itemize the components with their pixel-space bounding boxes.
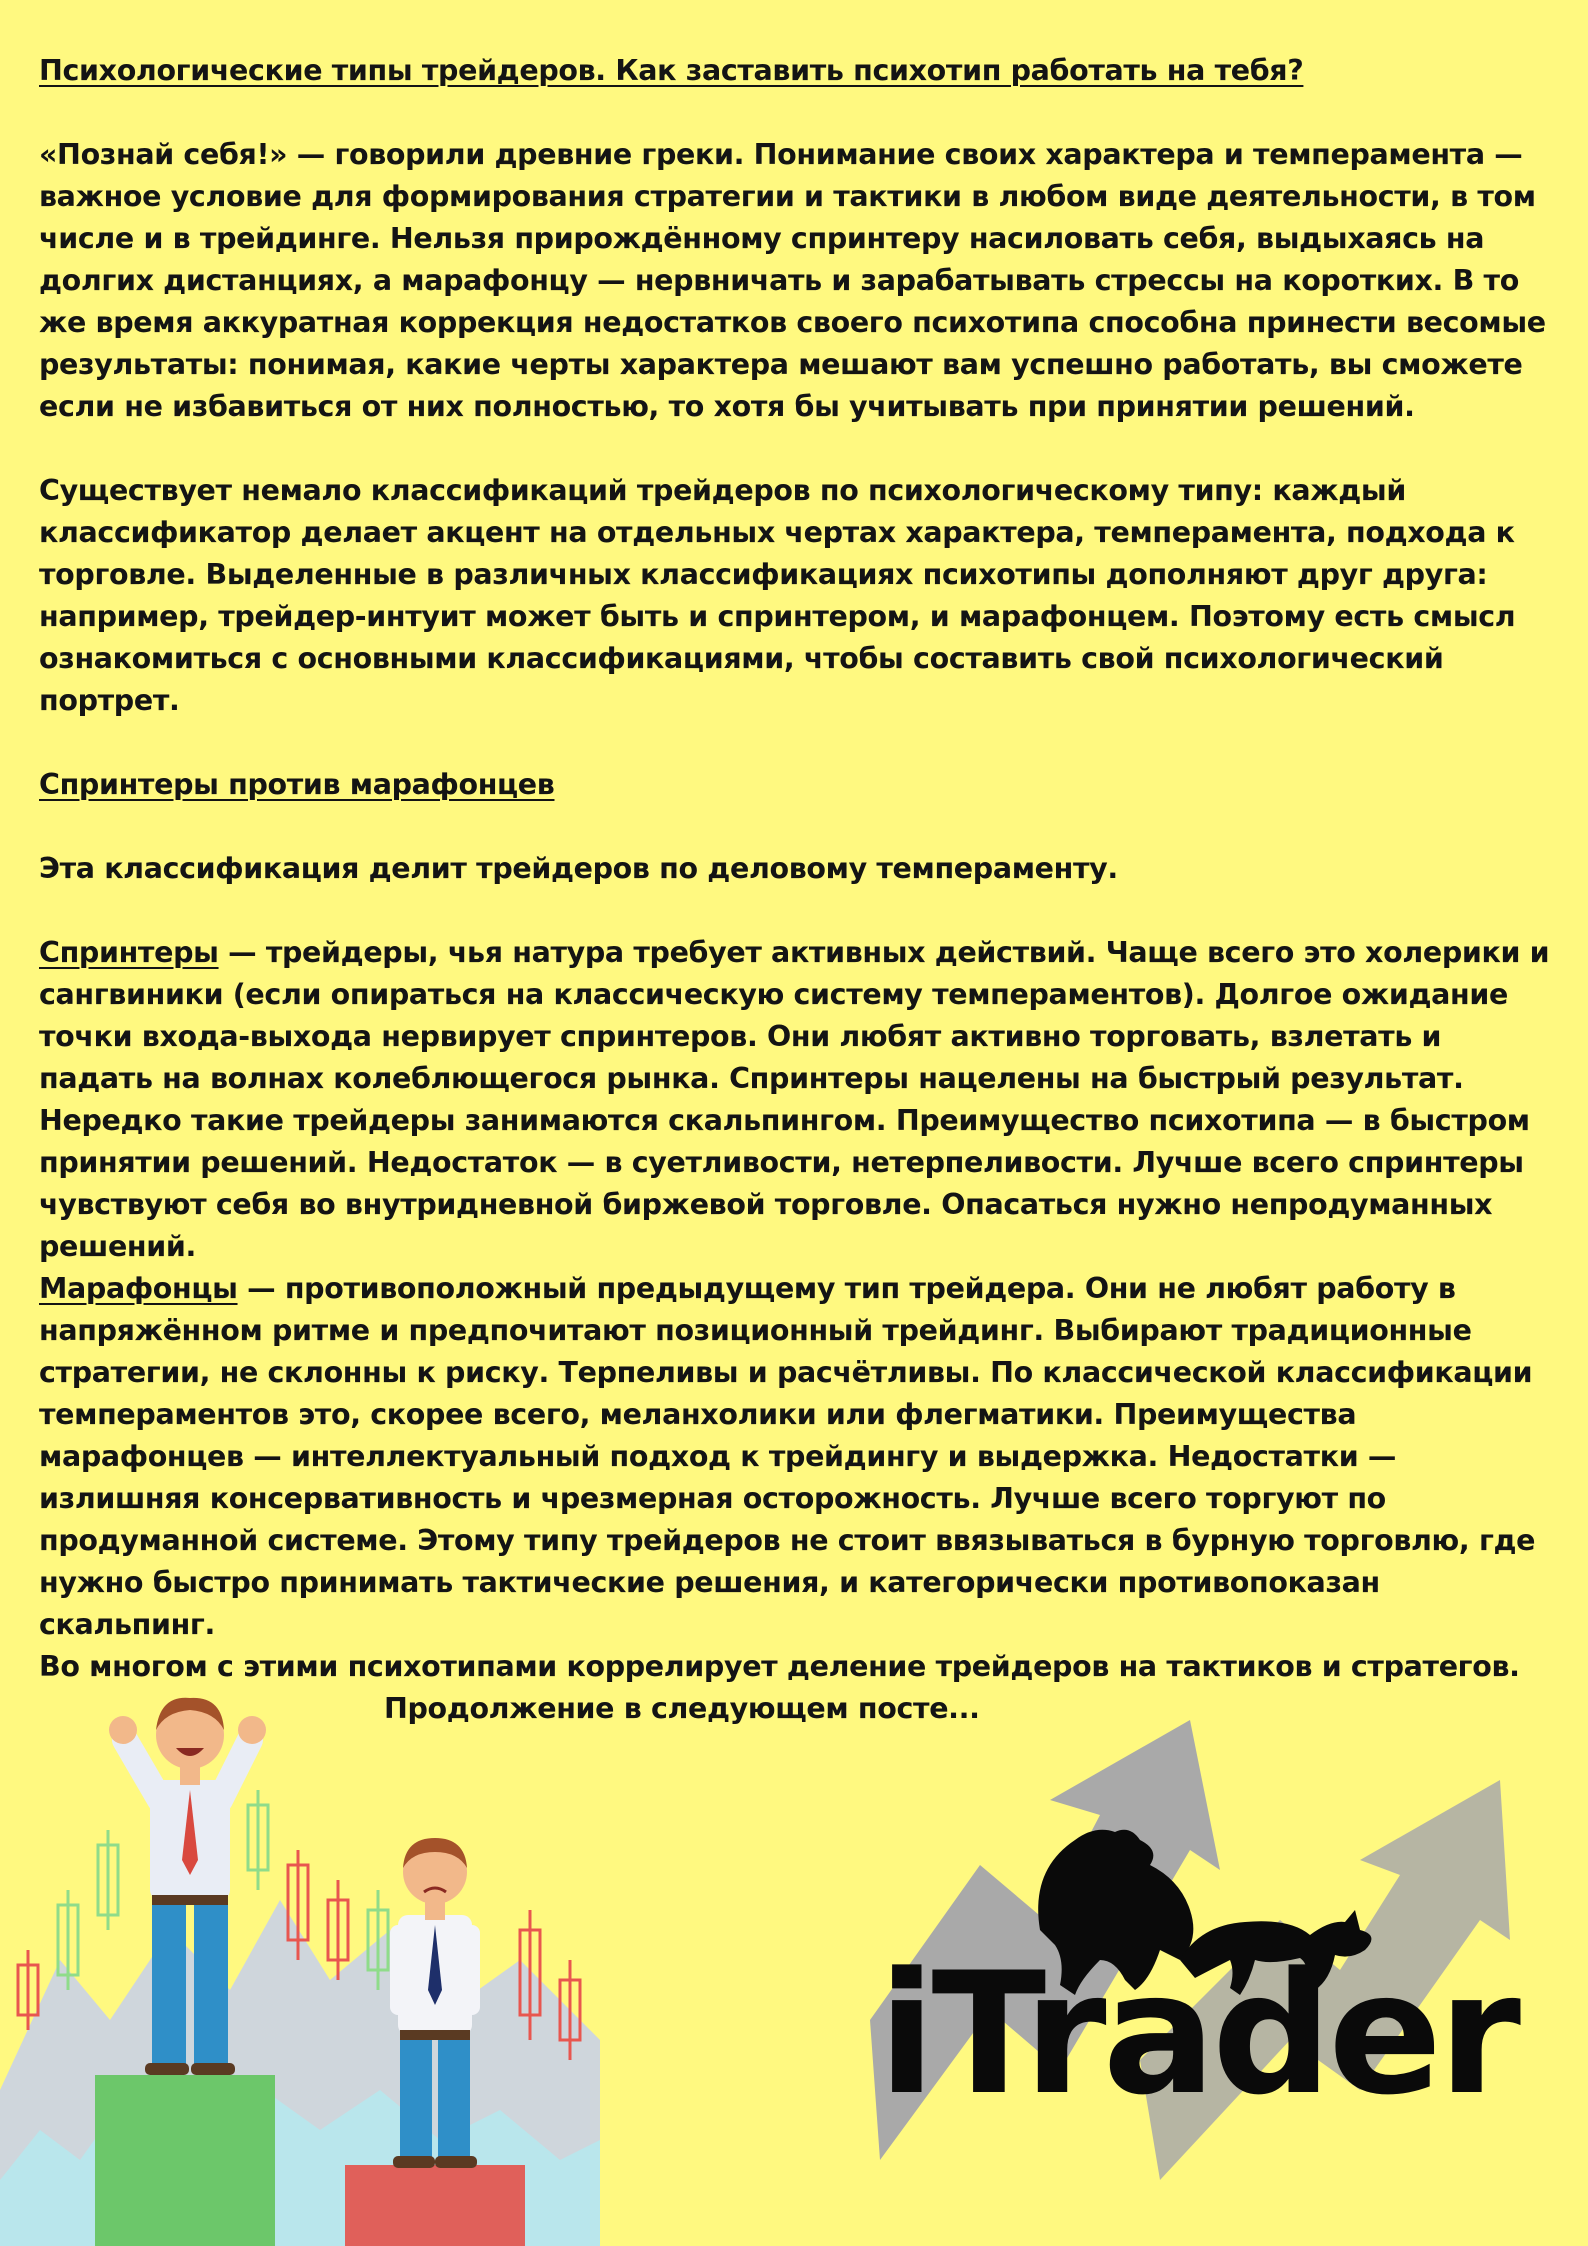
marathoners-paragraph [39, 1268, 1559, 1646]
marathoners-term: Марафонцы [39, 1272, 238, 1305]
page-title: Психологические типы трейдеров. Как заставить психотип работать на тебя? [39, 54, 1304, 87]
section-heading: Спринтеры против марафонцев [39, 768, 555, 801]
section-intro: Эта классификация делит трейдеров по деловому темпераменту. [39, 852, 1118, 885]
sprinters-term: Спринтеры [39, 936, 219, 969]
intro-paragraph-1: «Познай себя!» — говорили древние греки. Понимание своих характера и темперамента — важное условие для формирования стратегии и тактики в любом виде деятельности, в том числе и в трейдинге. Нельзя прирождённому спринтеру насиловать себя, выдыхаясь на долгих дистанциях, а марафонцу — нервничать и зарабатывать стрессы на коротких. В то же время аккуратная коррекция недостатков своего психотипа способна принести весомые результаты: понимая, какие черты характера мешают вам успешно работать, вы сможете если не избавиться от них полностью, то хотя бы учитывать при принятии решений. [39, 138, 1546, 423]
article [39, 50, 1559, 1730]
red-pedestal [345, 2165, 525, 2246]
green-pedestal [95, 2075, 275, 2246]
traders-illustration [0, 1660, 620, 2246]
intro-paragraph-2: Существует немало классификаций трейдеров по психологическому типу: каждый классификатор делает акцент на отдельных чертах характера, темперамента, подхода к торговле. Выделенные в различных классификациях психотипы дополняют друг друга: например, трейдер-интуит может быть и спринтером, и марафонцем. Поэтому есть смысл ознакомиться с основными классификациями, чтобы составить свой психологический портрет. [39, 474, 1516, 717]
continuation-note: Продолжение в следующем посте... [384, 1692, 980, 1725]
itrader-logo: iTrader [878, 1936, 1517, 2132]
marathoners-text: — противоположный предыдущему тип трейдера. Они не любят работу в напряжённом ритме и предпочитают позиционный трейдинг. Выбирают традиционные стратегии, не склонны к риску. Терпеливы и расчётливы. По классической классификации темпераментов это, скорее всего, меланхолики или флегматики. Преимущества марафонцев — интеллектуальный подход к трейдингу и выдержка. Недостатки — излишняя консервативность и чрезмерная осторожность. Лучше всего торгуют по продуманной системе. Этому типу трейдеров не стоит ввязываться в бурную торговлю, где нужно быстро принимать тактические решения, и категорически противопоказан скальпинг. [39, 1272, 1536, 1641]
sprinters-paragraph [39, 932, 1559, 1268]
closing-paragraph: Во многом с этими психотипами коррелирует деление трейдеров на тактиков и стратегов. [39, 1650, 1520, 1683]
sprinters-text: — трейдеры, чья натура требует активных действий. Чаще всего это холерики и сангвиники (если опираться на классическую систему темпераментов). Долгое ожидание точки входа-выхода нервирует спринтеров. Они любят активно торговать, взлетать и падать на волнах колеблющегося рынка. Спринтеры нацелены на быстрый результат. Нередко такие трейдеры занимаются скальпингом. Преимущество психотипа — в быстром принятии решений. Недостаток — в суетливости, нетерпеливости. Лучше всего спринтеры чувствуют себя во внутридневной биржевой торговле. Опасаться нужно непродуманных решений. [39, 936, 1550, 1263]
